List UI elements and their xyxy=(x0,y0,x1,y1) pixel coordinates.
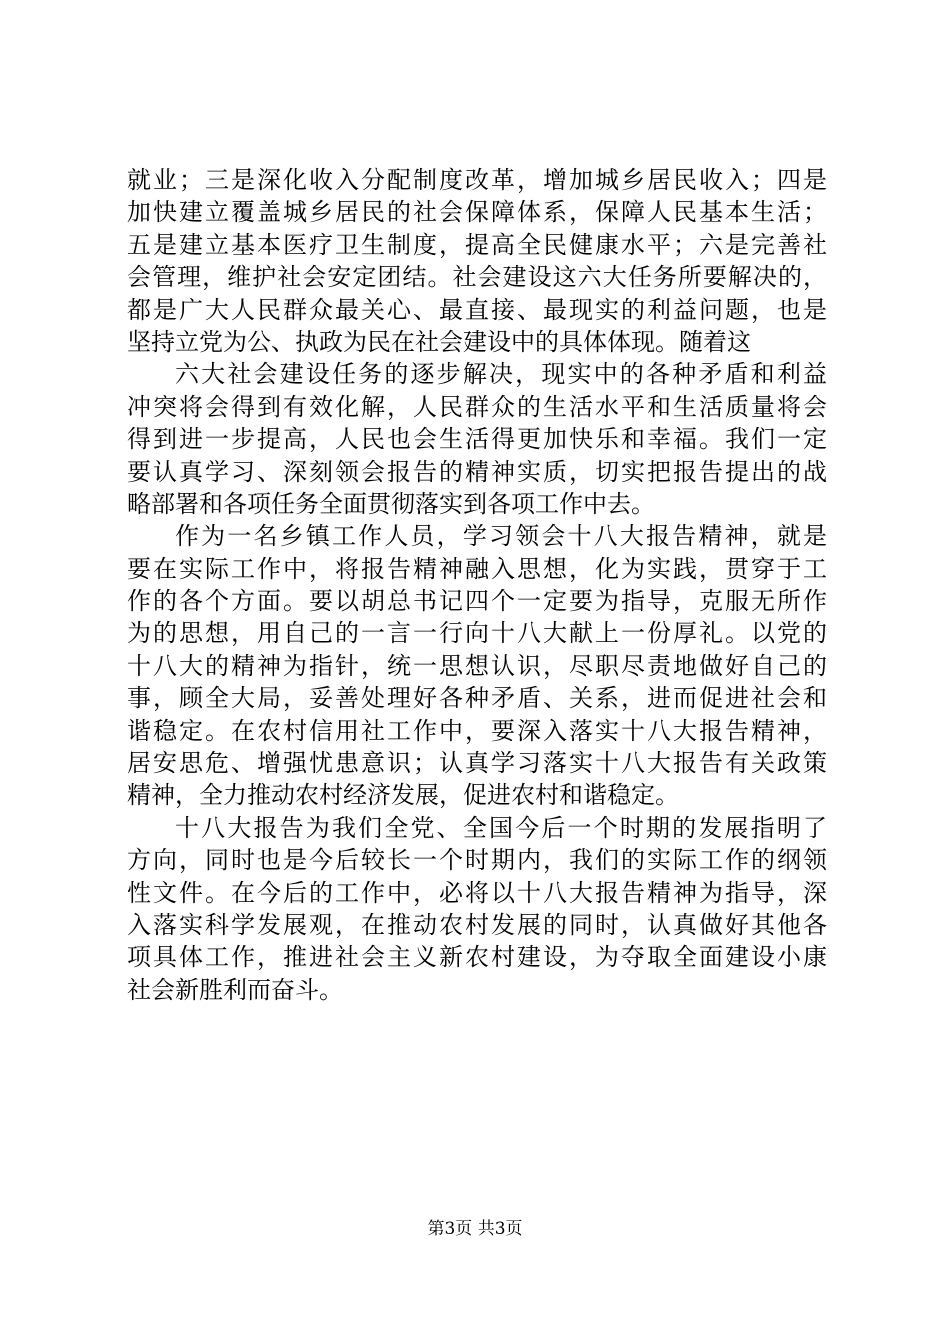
text-line-content: 加快建立覆盖城乡居民的社会保障体系，保障人民基本生活； xyxy=(127,198,827,227)
text-line-content: 会管理，维护社会安定团结。社会建设这六大任务所要解决的， xyxy=(127,263,827,292)
text-line xyxy=(127,358,827,390)
text-line xyxy=(127,585,827,617)
text-line-content: 要在实际工作中，将报告精神融入思想，化为实践，贯穿于工 xyxy=(127,554,827,583)
text-line-content: 坚持立党为公、执政为民在社会建设中的具体体现。随着这 xyxy=(127,327,751,356)
text-line-content: 入落实科学发展观，在推动农村发展的同时，认真做好其他各 xyxy=(127,910,827,939)
text-line xyxy=(127,423,827,455)
text-line xyxy=(127,617,827,649)
text-line xyxy=(127,456,827,488)
text-line xyxy=(127,844,827,876)
text-line xyxy=(127,488,827,520)
text-line-content: 精神，全力推动农村经济发展，促进农村和谐稳定。 xyxy=(127,781,679,810)
text-line-content: 得到进一步提高，人民也会生活得更加快乐和幸福。我们一定 xyxy=(127,425,827,454)
text-line-content: 方向，同时也是今后较长一个时期内，我们的实际工作的纲领 xyxy=(127,846,827,875)
text-line xyxy=(127,812,827,844)
text-line xyxy=(127,877,827,909)
text-line-content: 性文件。在今后的工作中，必将以十八大报告精神为指导，深 xyxy=(127,878,827,907)
text-line-content: 十八大的精神为指针，统一思想认识，尽职尽责地做好自己的 xyxy=(127,651,827,680)
page-footer: 第3页 共3页 xyxy=(427,1219,523,1239)
text-line-content: 十八大报告为我们全党、全国今后一个时期的发展指明了 xyxy=(175,813,827,842)
text-line xyxy=(127,682,827,714)
text-line xyxy=(127,294,827,326)
text-line-content: 就业；三是深化收入分配制度改革，增加城乡居民收入；四是 xyxy=(127,166,827,194)
text-line-content: 六大社会建设任务的逐步解决，现实中的各种矛盾和利益 xyxy=(175,360,827,389)
text-line xyxy=(127,229,827,261)
text-line xyxy=(127,391,827,423)
text-line-content: 社会新胜利而奋斗。 xyxy=(127,975,343,1004)
text-line-content: 事，顾全大局，妥善处理好各种矛盾、关系，进而促进社会和 xyxy=(127,684,827,713)
text-line xyxy=(127,261,827,293)
text-line-content: 要认真学习、深刻领会报告的精神实质，切实把报告提出的战 xyxy=(127,457,827,486)
text-line xyxy=(127,941,827,973)
text-line-content: 作为一名乡镇工作人员，学习领会十八大报告精神，就是 xyxy=(175,522,827,551)
text-line xyxy=(127,326,827,358)
text-line-content: 作的各个方面。要以胡总书记四个一定要为指导，克服无所作 xyxy=(127,587,827,616)
text-line xyxy=(127,196,827,228)
text-line xyxy=(127,650,827,682)
text-line xyxy=(127,520,827,552)
text-line-content: 项具体工作，推进社会主义新农村建设，为夺取全面建设小康 xyxy=(127,943,827,972)
text-line-content: 五是建立基本医疗卫生制度，提高全民健康水平；六是完善社 xyxy=(127,230,827,259)
text-line-content: 冲突将会得到有效化解，人民群众的生活水平和生活质量将会 xyxy=(127,392,827,421)
text-line-content: 为的思想，用自己的一言一行向十八大献上一份厚礼。以党的 xyxy=(127,619,827,648)
text-line-content: 略部署和各项任务全面贯彻落实到各项工作中去。 xyxy=(127,489,655,518)
text-line xyxy=(127,909,827,941)
text-line xyxy=(127,779,827,811)
text-line xyxy=(127,747,827,779)
text-line-content: 都是广大人民群众最关心、最直接、最现实的利益问题，也是 xyxy=(127,295,827,324)
text-line xyxy=(127,553,827,585)
text-line-content: 谐稳定。在农村信用社工作中，要深入落实十八大报告精神， xyxy=(127,716,827,745)
document-body xyxy=(127,164,827,1006)
text-line xyxy=(127,974,827,1006)
text-line xyxy=(127,715,827,747)
text-line-content: 居安思危、增强忧患意识；认真学习落实十八大报告有关政策 xyxy=(127,749,827,778)
text-line xyxy=(127,164,827,196)
